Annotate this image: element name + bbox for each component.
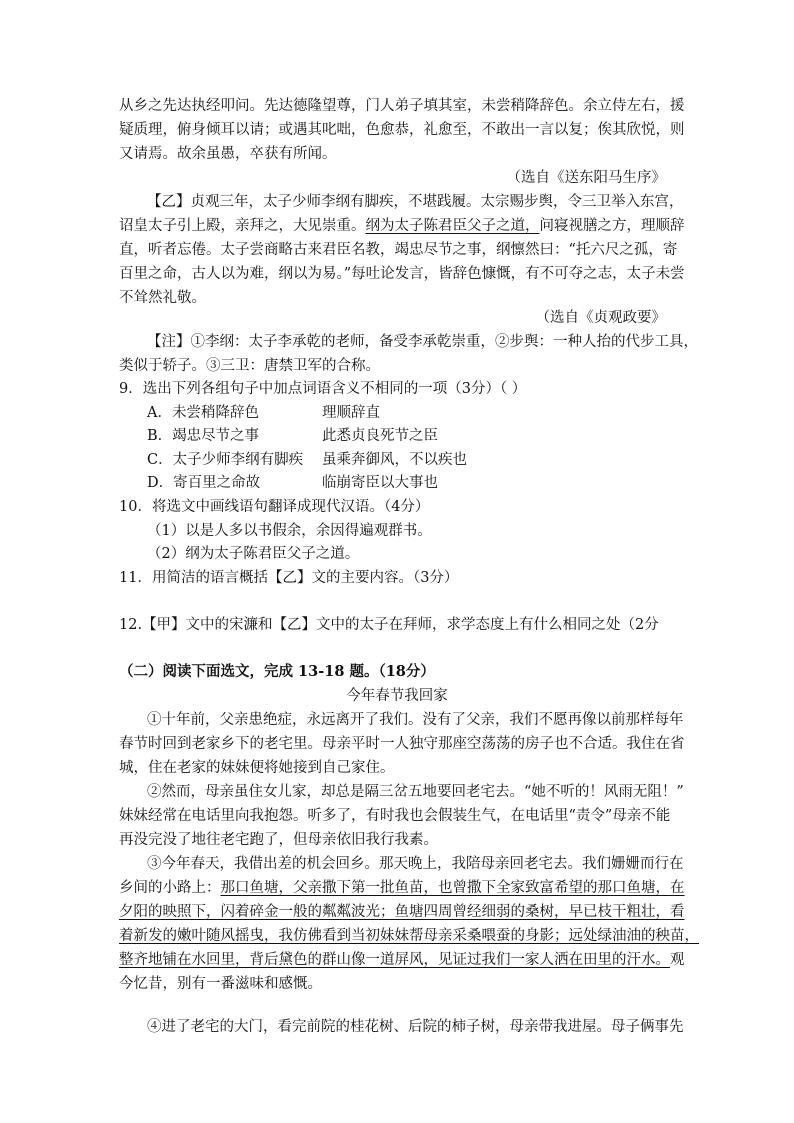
yi-line-2 bbox=[119, 214, 685, 238]
para2-line-3: 再没完没了地往老宅跑了，但母亲依旧我行我素。 bbox=[119, 832, 438, 848]
q9-option-c-right: 虽乘奔御风，不以疾也 bbox=[322, 452, 467, 468]
section-2-heading: （二）阅读下面选文，完成 13-18 题。（18分） bbox=[119, 663, 435, 680]
jia-line-2: 疑质理，俯身倾耳以请；或遇其叱咄，色愈恭，礼愈至，不敢出一言以复；俟其欣悦，则 bbox=[119, 122, 685, 138]
yi-line-3: 直，听者忘倦。太子尝商略古来君臣名教，竭忠尽节之事，纲懔然曰：“托六尺之孤，寄 bbox=[119, 242, 678, 258]
para3-underlined-start: 那口鱼塘，父亲撒下第一批鱼苗，也曾撒下全家致富希望的那口鱼塘，在 bbox=[220, 880, 685, 896]
article-title: 今年春节我回家 bbox=[346, 688, 448, 704]
note-line-2: 类似于轿子。③三卫：唐禁卫军的合称。 bbox=[119, 358, 380, 374]
para3-line-6: 今忆昔，别有一番滋味和感慨。 bbox=[119, 976, 322, 992]
q10-item-2: （2）纲为太子陈君臣父子之道。 bbox=[147, 546, 360, 562]
yi-line-1: 【乙】贞观三年，太子少师李纲有脚疾，不堪践履。太宗赐步舆，令三卫举入东宫， bbox=[147, 194, 684, 210]
para3-line-5 bbox=[119, 948, 685, 972]
q9-option-d-right: 临崩寄臣以大事也 bbox=[322, 475, 438, 491]
para3-underlined-end: 整齐地铺在水回里，背后黛色的群山像一道屏风，见证过我们一家人洒在田里的汗水。 bbox=[119, 952, 670, 968]
q9-option-c-left: C．太子少师李纲有脚疾 bbox=[147, 452, 304, 468]
para2-line-1: ②然而，母亲虽住女儿家，却总是隔三岔五地要回老宅去。“她不听的！风雨无阻！” bbox=[147, 784, 684, 800]
para4-line-1: ④进了老宅的大门，看完前院的桂花树、后院的柿子树，母亲带我进屋。母子俩事先 bbox=[147, 1019, 684, 1035]
para1-line-2: 春节时回到老家乡下的老宅里。母亲平时一人独守那座空荡荡的房子也不合适。我住在省 bbox=[119, 736, 685, 752]
para1-line-1: ①十年前，父亲患绝症，永远离开了我们。没有了父亲，我们不愿再像以前那样每年 bbox=[147, 712, 684, 728]
jia-source: （选自《送东阳马生序》 bbox=[506, 170, 666, 186]
q11-stem: 11．用简洁的语言概括【乙】文的主要内容。（3分） bbox=[119, 570, 459, 586]
para2-line-2: 妹妹经常在电话里向我抱怨。听多了，有时我也会假装生气，在电话里“责令”母亲不能 bbox=[119, 808, 671, 824]
yi-line-2-before: 诏皇太子引上殿，亲拜之，大见崇重。 bbox=[119, 218, 366, 234]
q10-item-1: （1）以是人多以书假余，余因得遍观群书。 bbox=[147, 523, 432, 539]
para1-line-3: 城，住在老家的妹妹便将她接到自己家住。 bbox=[119, 760, 395, 776]
q12-stem: 12.【甲】文中的宋濂和【乙】文中的太子在拜师，求学态度上有什么相同之处（2分 bbox=[119, 617, 659, 633]
yi-line-5: 不耸然礼敬。 bbox=[119, 290, 206, 306]
para3-line-2 bbox=[119, 876, 685, 900]
para3-line-5-after: 观 bbox=[670, 952, 685, 968]
q9-option-b-left: B．竭忠尽节之事 bbox=[147, 428, 260, 444]
q9-stem: 9．选出下列各组句子中加点词语含义不相同的一项（3分）（ ） bbox=[119, 381, 527, 397]
yi-source: （选自《贞观政要》 bbox=[535, 310, 666, 326]
yi-underlined-sentence: 纲为太子陈君臣父子之道， bbox=[365, 218, 540, 234]
para3-underlined-line-4: 着新发的嫩叶随风摇曳，我仿佛看到当初妹妹帮母亲采桑喂蚕的身影；远处绿油油的秧苗， bbox=[119, 928, 699, 944]
para3-line-1: ③今年春天，我借出差的机会回乡。那天晚上，我陪母亲回老宅去。我们姗姗而行在 bbox=[147, 856, 684, 872]
yi-line-2-after: 问寝视膳之方，理顺辞 bbox=[539, 218, 685, 234]
note-line-1: 【注】①李纲：太子李承乾的老师，备受李承乾崇重，②步舆：一种人抬的代步工具， bbox=[147, 334, 698, 350]
q9-option-a-left: A．未尝稍降辞色 bbox=[147, 405, 259, 421]
q9-option-a-right: 理顺辞直 bbox=[322, 405, 380, 421]
jia-line-3: 又请焉。故余虽愚，卒获有所闻。 bbox=[119, 146, 337, 162]
q10-stem: 10．将选文中画线语句翻译成现代汉语。（4分） bbox=[119, 499, 430, 515]
para3-line-2-before: 乡间的小路上： bbox=[119, 880, 221, 896]
jia-line-1: 从乡之先达执经叩问。先达德隆望尊，门人弟子填其室，未尝稍降辞色。余立侍左右，援 bbox=[119, 98, 685, 114]
para3-underlined-line-3: 夕阳的映照下，闪着碎金一般的粼粼波光；鱼塘四周曾经细弱的桑树，早已枝干粗壮，看 bbox=[119, 904, 685, 920]
yi-line-4: 百里之命，古人以为难，纲以为易。”每吐论发言，皆辞色慷慨，有不可夺之志，太子未尝 bbox=[119, 266, 685, 282]
q9-option-d-left: D．寄百里之命故 bbox=[147, 475, 261, 491]
q9-option-b-right: 此悉贞良死节之臣 bbox=[322, 428, 438, 444]
